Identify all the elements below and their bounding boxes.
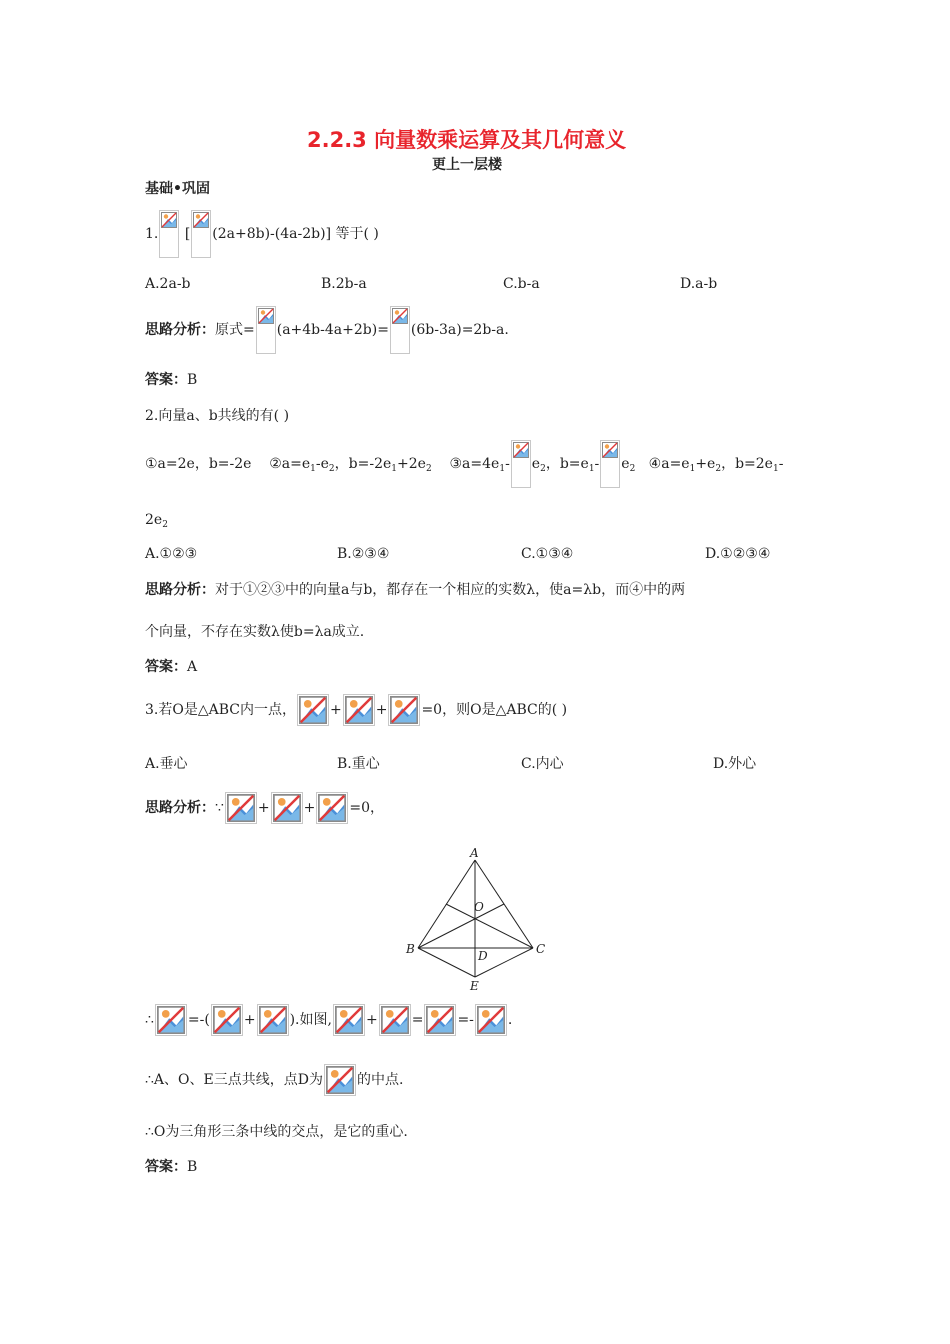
subscript: 1: [499, 464, 506, 474]
answer-value: B: [187, 1159, 198, 1175]
q2-option-d: D.①②③④: [705, 546, 771, 562]
vector-image-icon: [271, 792, 303, 824]
q3-analysis: [145, 792, 384, 824]
vector-image-icon: [257, 1004, 289, 1036]
subscript: 2: [328, 464, 335, 474]
q2-choice-3-part: -: [594, 456, 600, 472]
page-subtitle: 更上一层楼: [432, 157, 502, 173]
analysis-label: 思路分析：: [145, 582, 215, 598]
equals-sign: =: [411, 1012, 424, 1028]
label-a: A: [470, 846, 479, 860]
vector-image-icon: [379, 1004, 411, 1036]
median-c: [446, 904, 533, 948]
q2-analysis-text: 对于①②③中的向量a与b，都存在一个相应的实数λ，使a=λb，而④中的两: [215, 582, 686, 598]
segment-be: [418, 948, 475, 977]
answer-label: 答案：: [145, 1159, 187, 1175]
subscript: 1: [391, 464, 398, 474]
q1-analysis-mid: (a+4b-4a+2b)=: [276, 322, 389, 338]
q3-option-b: B.重心: [337, 756, 380, 772]
q1-number: 1.: [145, 226, 159, 242]
subscript: 1: [689, 464, 696, 474]
q3-option-a: A.垂心: [145, 756, 188, 772]
q1-option-a: A.2a-b: [145, 276, 191, 292]
q1-tail: ] 等于( ): [325, 226, 379, 242]
q2-choice-3-part: ，b=e: [545, 456, 589, 472]
q2-analysis-line-1: [145, 580, 685, 600]
q2-choices: [145, 440, 783, 488]
q1-analysis: [145, 306, 509, 354]
vector-image-icon: [475, 1004, 507, 1036]
q2-analysis-line-2: 个向量，不存在实数λ使b=λa成立.: [145, 624, 365, 640]
because-symbol: ∵: [215, 800, 224, 816]
q2-choice-3: ③a=4e: [449, 456, 500, 472]
q2-choice-2-part: ，b=-2e: [334, 456, 392, 472]
subscript: 1: [310, 464, 316, 474]
q2-choice-1: ①a=2e，b=-2e: [145, 456, 252, 472]
fraction-image-icon: [511, 440, 531, 488]
plus-sign: +: [365, 1012, 378, 1028]
plus-sign: +: [329, 702, 342, 718]
q2-choice-2: ②a=e: [269, 456, 311, 472]
q1-bracket: [: [184, 226, 191, 242]
subscript: 1: [588, 464, 595, 474]
label-e: E: [470, 979, 479, 992]
answer-label: 答案：: [145, 659, 187, 675]
q1-answer: [145, 370, 197, 390]
q3-l1-post: ).如图,: [289, 1012, 332, 1028]
q2-choice-4-part: -: [778, 456, 784, 472]
q2-option-c: C.①③④: [521, 546, 574, 562]
q1-expression: (2a+8b)-(4a-2b): [212, 226, 326, 242]
q2-choice-3-part: e: [531, 456, 541, 472]
q2-choice-4-part: +e: [695, 456, 716, 472]
vector-image-icon: [297, 694, 329, 726]
triangle-figure: [400, 842, 550, 992]
label-b: B: [406, 942, 415, 956]
q1-analysis-end: (6b-3a)=2b-a.: [410, 322, 509, 338]
q3-derivation-2: [145, 1064, 403, 1096]
q2-choice-3-part: e: [621, 456, 630, 472]
fraction-image-icon: [159, 210, 179, 258]
question-1-stem: [145, 210, 379, 258]
answer-value: A: [187, 659, 198, 675]
q2-answer: [145, 657, 197, 677]
median-b: [418, 904, 504, 948]
period: .: [507, 1012, 513, 1028]
fraction-image-icon: [191, 210, 211, 258]
q3-l2-pre: ∴A、O、E三点共线，点D为: [145, 1072, 323, 1088]
subscript: 1: [772, 464, 779, 474]
q2-choice-2-part: +2e: [397, 456, 426, 472]
question-3-stem: [145, 694, 567, 726]
subscript: 2: [629, 464, 636, 474]
plus-sign: +: [243, 1012, 256, 1028]
q2-choice-4-wrap: [145, 510, 168, 535]
vector-image-icon: [343, 694, 375, 726]
q3-l1-mid: =-(: [187, 1012, 210, 1028]
q2-choice-3-part: -: [505, 456, 510, 472]
question-2-stem: 2.向量a、b共线的有( ): [145, 408, 290, 424]
page-title: 2.2.3 向量数乘运算及其几何意义: [307, 128, 627, 152]
q3-stem-post: =0，则O是△ABC的( ): [421, 702, 568, 718]
vector-image-icon: [225, 792, 257, 824]
q3-l2-post: 的中点.: [356, 1072, 404, 1088]
q3-l1-neg: =-: [457, 1012, 474, 1028]
plus-sign: +: [375, 702, 388, 718]
vector-image-icon: [316, 792, 348, 824]
q1-analysis-pre: 原式=: [215, 322, 255, 338]
fraction-image-icon: [390, 306, 410, 354]
label-c: C: [536, 942, 546, 956]
plus-sign: +: [303, 800, 316, 816]
q2-option-b: B.②③④: [337, 546, 390, 562]
vector-image-icon: [155, 1004, 187, 1036]
q3-option-d: D.外心: [713, 756, 757, 772]
vector-image-icon: [424, 1004, 456, 1036]
q1-option-d: D.a-b: [680, 276, 718, 292]
fraction-image-icon: [256, 306, 276, 354]
q1-option-c: C.b-a: [503, 276, 540, 292]
q3-stem-pre: 3.若O是△ABC内一点，: [145, 702, 296, 718]
q2-choice-4-part: 2e: [145, 512, 163, 528]
vector-image-icon: [388, 694, 420, 726]
q3-option-c: C.内心: [521, 756, 564, 772]
q3-eq0: =0，: [349, 800, 385, 816]
subscript: 2: [162, 520, 168, 530]
analysis-label: 思路分析：: [145, 322, 215, 338]
vector-image-icon: [324, 1064, 356, 1096]
analysis-label: 思路分析：: [145, 800, 215, 816]
label-d: D: [478, 949, 488, 963]
subscript: 2: [425, 464, 432, 474]
subscript: 2: [715, 464, 722, 474]
answer-value: B: [187, 372, 198, 388]
q2-choice-4: ④a=e: [648, 456, 690, 472]
plus-sign: +: [257, 800, 270, 816]
q3-derivation-3: ∴O为三角形三条中线的交点，是它的重心.: [145, 1124, 408, 1140]
q3-derivation-1: [145, 1004, 512, 1036]
q3-answer: [145, 1157, 197, 1177]
vector-image-icon: [333, 1004, 365, 1036]
fraction-image-icon: [600, 440, 620, 488]
q2-option-a: A.①②③: [145, 546, 198, 562]
therefore-symbol: ∴: [145, 1012, 154, 1028]
q1-option-b: B.2b-a: [321, 276, 367, 292]
vector-image-icon: [211, 1004, 243, 1036]
section-heading: 基础•巩固: [145, 181, 210, 197]
subscript: 2: [540, 464, 546, 474]
answer-label: 答案：: [145, 372, 187, 388]
q2-choice-2-part: -e: [315, 456, 329, 472]
label-o: O: [474, 900, 484, 914]
q2-choice-4-part: ，b=2e: [721, 456, 773, 472]
